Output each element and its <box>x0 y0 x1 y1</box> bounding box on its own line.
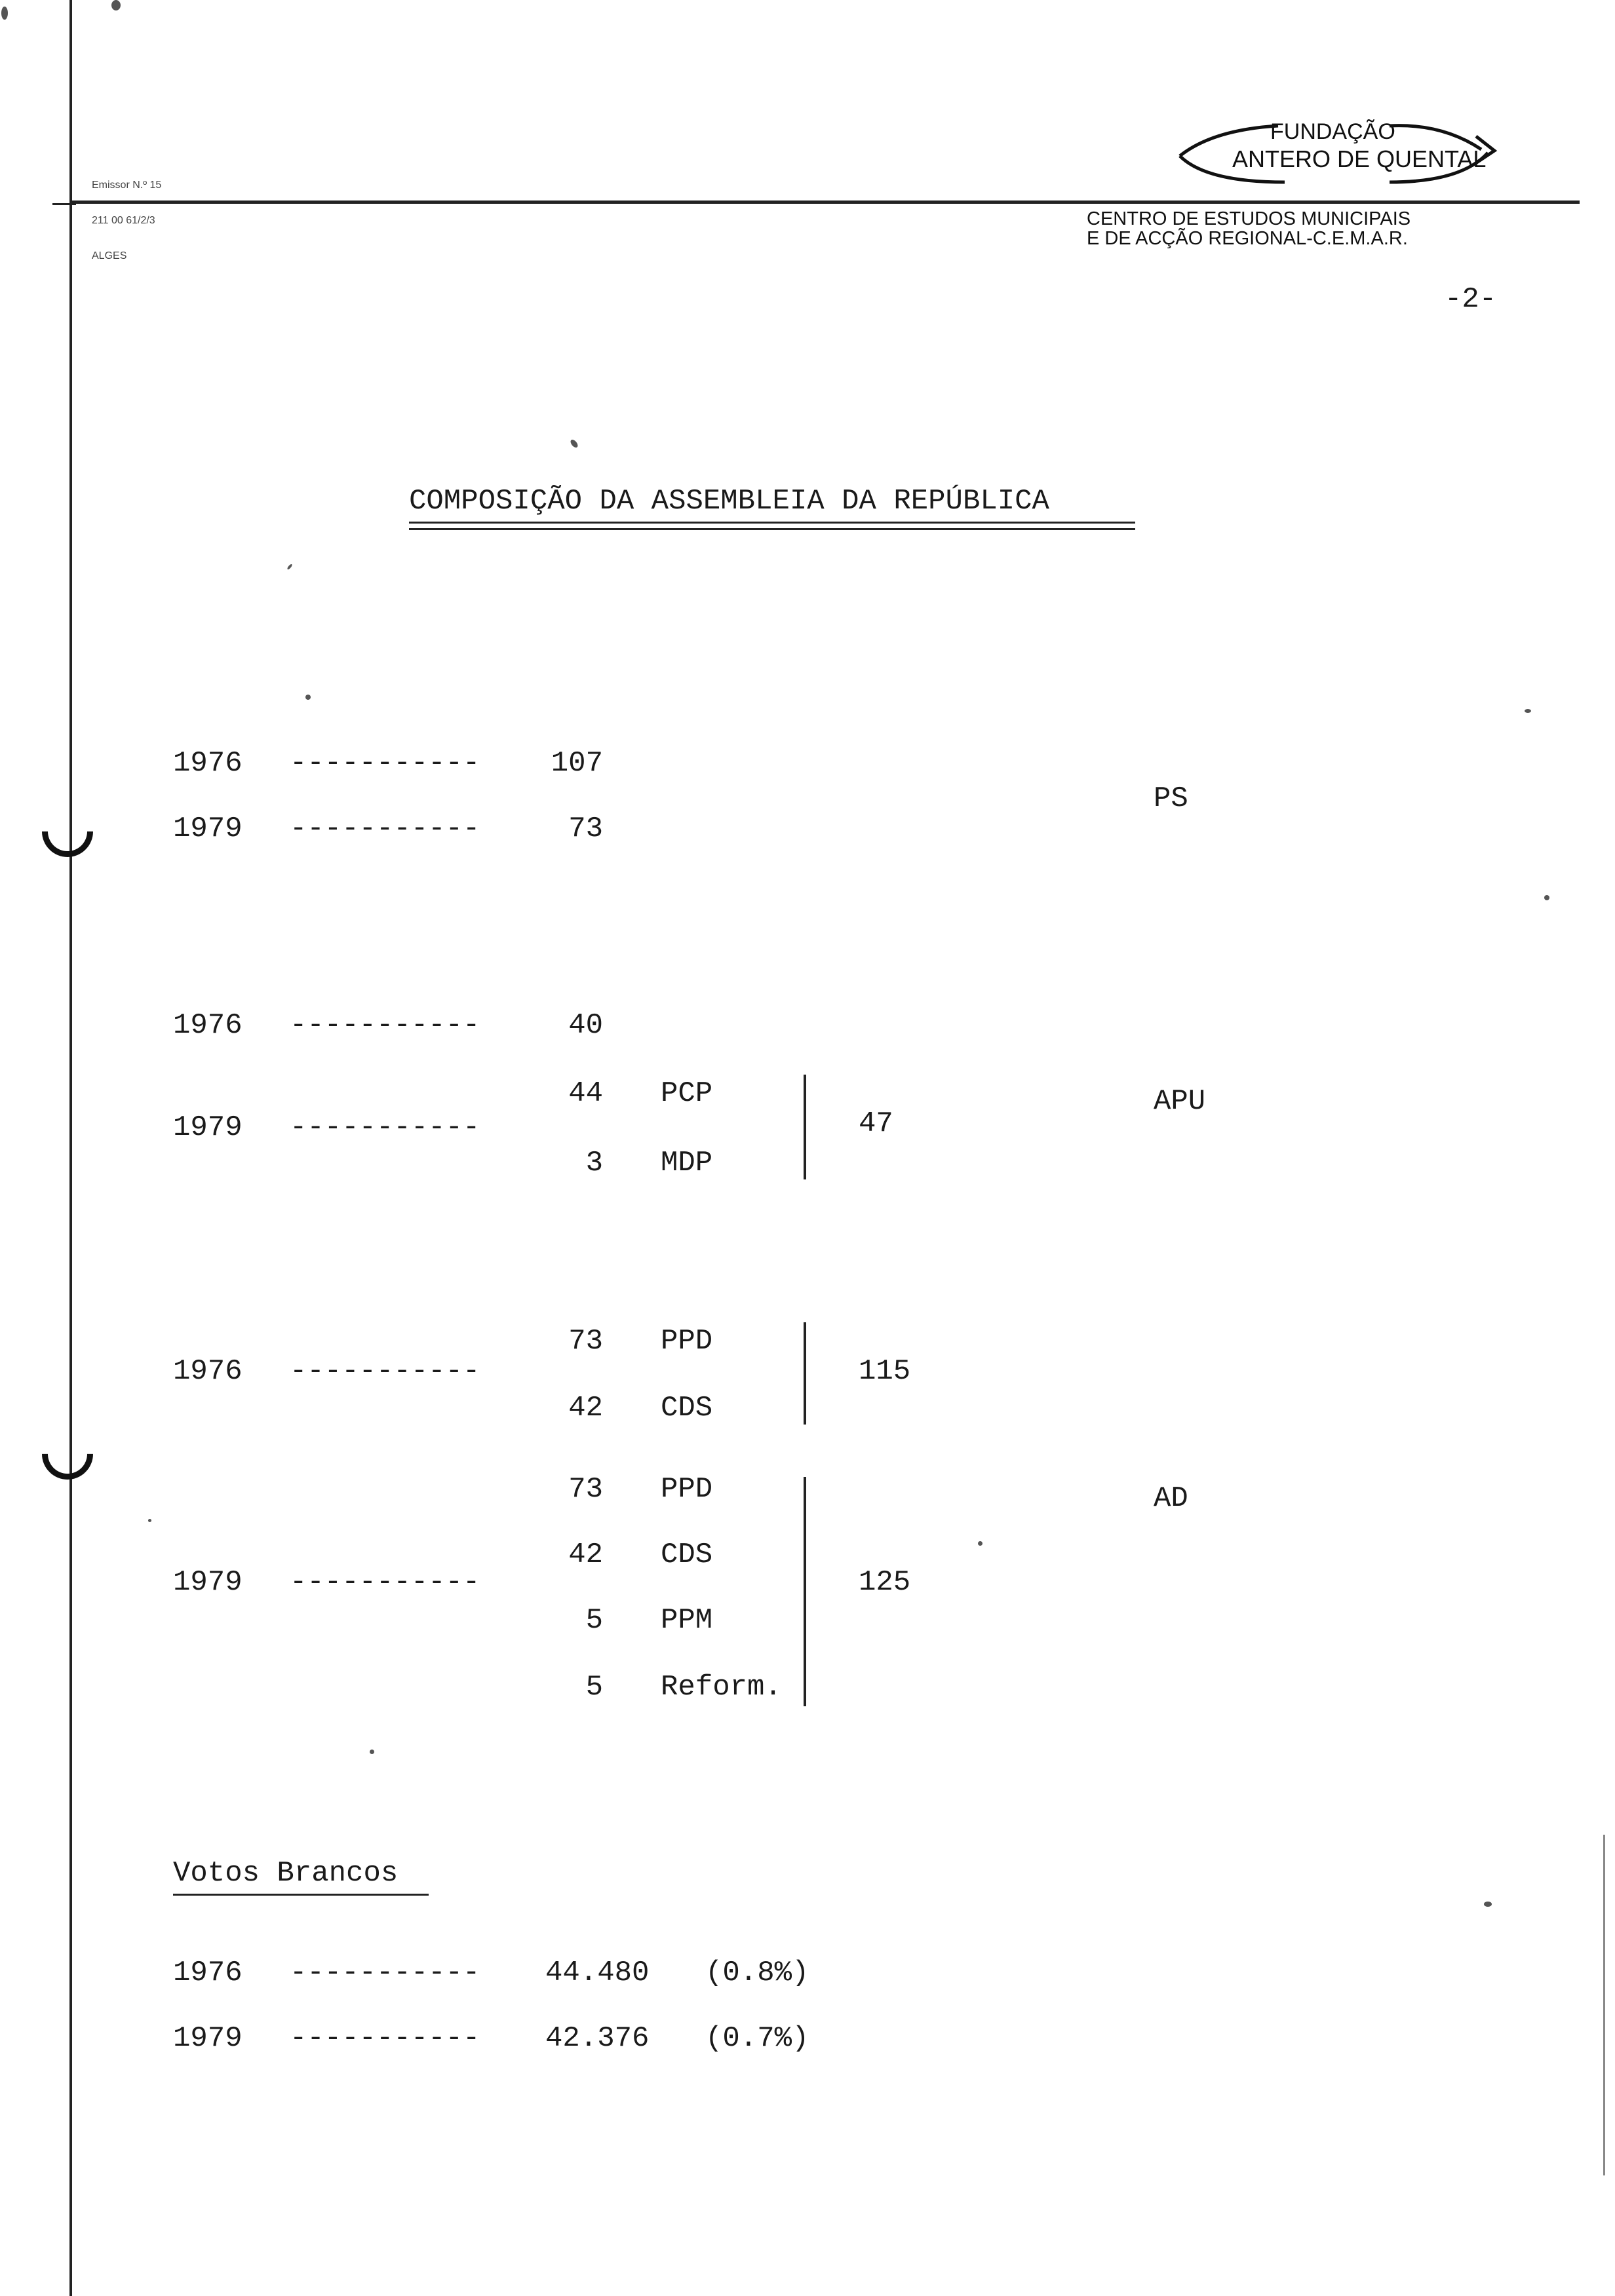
ps-1979-dashes: ----------- <box>290 813 480 845</box>
binder-hook-mark-top <box>31 795 104 868</box>
scan-speck <box>1484 1902 1492 1907</box>
foundation-line-1: FUNDAÇÃO <box>1270 119 1395 144</box>
title-underline-1 <box>409 522 1135 524</box>
centre-name-line-1: CENTRO DE ESTUDOS MUNICIPAIS <box>1087 208 1411 229</box>
votos-1979-value: 42.376 <box>545 2022 650 2055</box>
ad-1979-ppd-value: 73 <box>568 1473 603 1506</box>
stamp-line-1: Emissor N.º 15 <box>92 180 162 191</box>
votos-1979-dashes: ----------- <box>290 2022 480 2055</box>
corner-mark <box>1 7 8 20</box>
ad-1976-year: 1976 <box>173 1355 243 1388</box>
ad-1979-total: 125 <box>859 1566 911 1599</box>
scan-speck <box>978 1541 983 1546</box>
scan-speck <box>370 1750 374 1754</box>
scan-speck <box>1525 709 1531 713</box>
ad-1976-ppd-name: PPD <box>661 1325 713 1358</box>
centre-name-line-2: E DE ACÇÃO REGIONAL-C.E.M.A.R. <box>1087 228 1408 249</box>
ad-1979-brace-line <box>804 1477 806 1706</box>
apu-1979-mdp-name: MDP <box>661 1147 713 1179</box>
header-rule-left-tick <box>52 203 76 205</box>
apu-1976-year: 1976 <box>173 1009 243 1042</box>
scan-speck <box>1544 895 1549 900</box>
apu-1979-pcp-name: PCP <box>661 1077 713 1110</box>
ps-1976-year: 1976 <box>173 747 243 780</box>
votos-brancos-underline <box>173 1894 429 1896</box>
ad-1979-reform-name: Reform. <box>661 1671 782 1704</box>
scan-speck <box>569 438 579 449</box>
scan-speck <box>305 695 311 700</box>
apu-1979-pcp-value: 44 <box>568 1077 603 1110</box>
apu-1976-value: 40 <box>568 1009 603 1042</box>
votos-1976-dashes: ----------- <box>290 1957 480 1989</box>
votos-1979-pct: (0.7%) <box>705 2022 809 2055</box>
scan-speck <box>286 564 292 570</box>
votos-1976-pct: (0.8%) <box>705 1957 809 1989</box>
votos-1976-value: 44.480 <box>545 1957 650 1989</box>
page-title: COMPOSIÇÃO DA ASSEMBLEIA DA REPÚBLICA <box>409 485 1049 518</box>
ad-1979-reform-value: 5 <box>585 1671 603 1704</box>
corner-mark-2 <box>111 0 121 10</box>
apu-1979-year: 1979 <box>173 1111 243 1144</box>
ad-1976-ppd-value: 73 <box>568 1325 603 1358</box>
ad-1979-cds-value: 42 <box>568 1539 603 1571</box>
ad-1979-ppm-name: PPM <box>661 1604 713 1637</box>
ad-1976-cds-name: CDS <box>661 1392 713 1425</box>
apu-1976-dashes: ----------- <box>290 1009 480 1042</box>
stamp-line-2: 211 00 61/2/3 <box>92 215 155 226</box>
ad-party-label: AD <box>1154 1482 1188 1515</box>
left-margin-line <box>69 0 72 2296</box>
page-number: -2- <box>1445 283 1497 316</box>
foundation-logo <box>1154 117 1508 189</box>
ps-1976-value: 107 <box>551 747 603 780</box>
ps-1979-value: 73 <box>568 813 603 845</box>
apu-1979-brace-line <box>804 1075 806 1179</box>
ad-1976-dashes: ----------- <box>290 1355 480 1388</box>
ad-1976-total: 115 <box>859 1355 911 1388</box>
header-stamp <box>92 156 161 274</box>
ad-1979-ppd-name: PPD <box>661 1473 713 1506</box>
apu-1979-dashes: ----------- <box>290 1111 480 1144</box>
votos-1979-year: 1979 <box>173 2022 243 2055</box>
votos-1976-year: 1976 <box>173 1957 243 1989</box>
scan-speck <box>148 1519 151 1522</box>
apu-1979-mdp-value: 3 <box>585 1147 603 1179</box>
apu-party-label: APU <box>1154 1085 1206 1118</box>
right-edge-mark <box>1603 1835 1605 2175</box>
ad-1979-cds-name: CDS <box>661 1539 713 1571</box>
stamp-line-3: ALGES <box>92 250 127 261</box>
ad-1976-brace-line <box>804 1322 806 1425</box>
ad-1979-ppm-value: 5 <box>585 1604 603 1637</box>
ps-1979-year: 1979 <box>173 813 243 845</box>
ad-1979-dashes: ----------- <box>290 1566 480 1599</box>
apu-1979-total: 47 <box>859 1107 893 1140</box>
binder-hook-mark-bottom <box>31 1418 104 1490</box>
ad-1979-year: 1979 <box>173 1566 243 1599</box>
foundation-line-2: ANTERO DE QUENTAL <box>1232 145 1487 172</box>
votos-brancos-heading: Votos Brancos <box>173 1857 399 1890</box>
header-rule <box>72 201 1580 204</box>
ps-party-label: PS <box>1154 782 1188 815</box>
ps-1976-dashes: ----------- <box>290 747 480 780</box>
title-underline-2 <box>409 528 1135 530</box>
ad-1976-cds-value: 42 <box>568 1392 603 1425</box>
